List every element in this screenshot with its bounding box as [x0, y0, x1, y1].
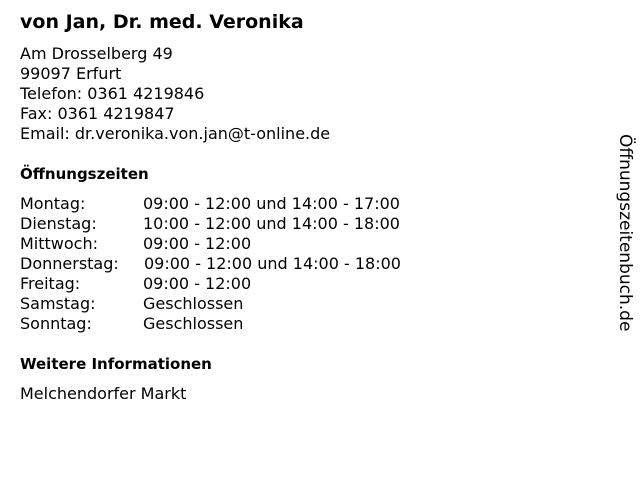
fax-number: Fax: 0361 4219847 — [20, 104, 175, 123]
hours-value: 09:00 - 12:00 und 14:00 - 17:00 — [143, 194, 400, 213]
brand-watermark: Öffnungszeitenbuch.de — [615, 134, 635, 332]
day-label: Donnerstag: — [20, 254, 119, 273]
city-address: 99097 Erfurt — [20, 64, 122, 83]
phone-number: Telefon: 0361 4219846 — [20, 84, 205, 103]
day-label: Dienstag: — [20, 214, 97, 233]
day-label: Samstag: — [20, 294, 96, 313]
street-address: Am Drosselberg 49 — [20, 44, 173, 63]
hours-value: 09:00 - 12:00 und 14:00 - 18:00 — [144, 254, 401, 273]
additional-info-text: Melchendorfer Markt — [20, 384, 187, 403]
day-label: Sonntag: — [20, 314, 92, 333]
hours-value: Geschlossen — [143, 314, 244, 333]
email-address: Email: dr.veronika.von.jan@t-online.de — [20, 124, 331, 143]
opening-hours-heading: Öffnungszeiten — [20, 165, 149, 183]
hours-value: 09:00 - 12:00 — [143, 274, 252, 293]
business-name: von Jan, Dr. med. Veronika — [20, 11, 304, 33]
hours-value: Geschlossen — [143, 294, 244, 313]
hours-value: 09:00 - 12:00 — [143, 234, 252, 253]
day-label: Montag: — [20, 194, 86, 213]
day-label: Freitag: — [20, 274, 81, 293]
hours-value: 10:00 - 12:00 und 14:00 - 18:00 — [143, 214, 400, 233]
contact-block — [20, 44, 330, 144]
day-label: Mittwoch: — [20, 234, 98, 253]
additional-info-heading: Weitere Informationen — [20, 355, 212, 373]
